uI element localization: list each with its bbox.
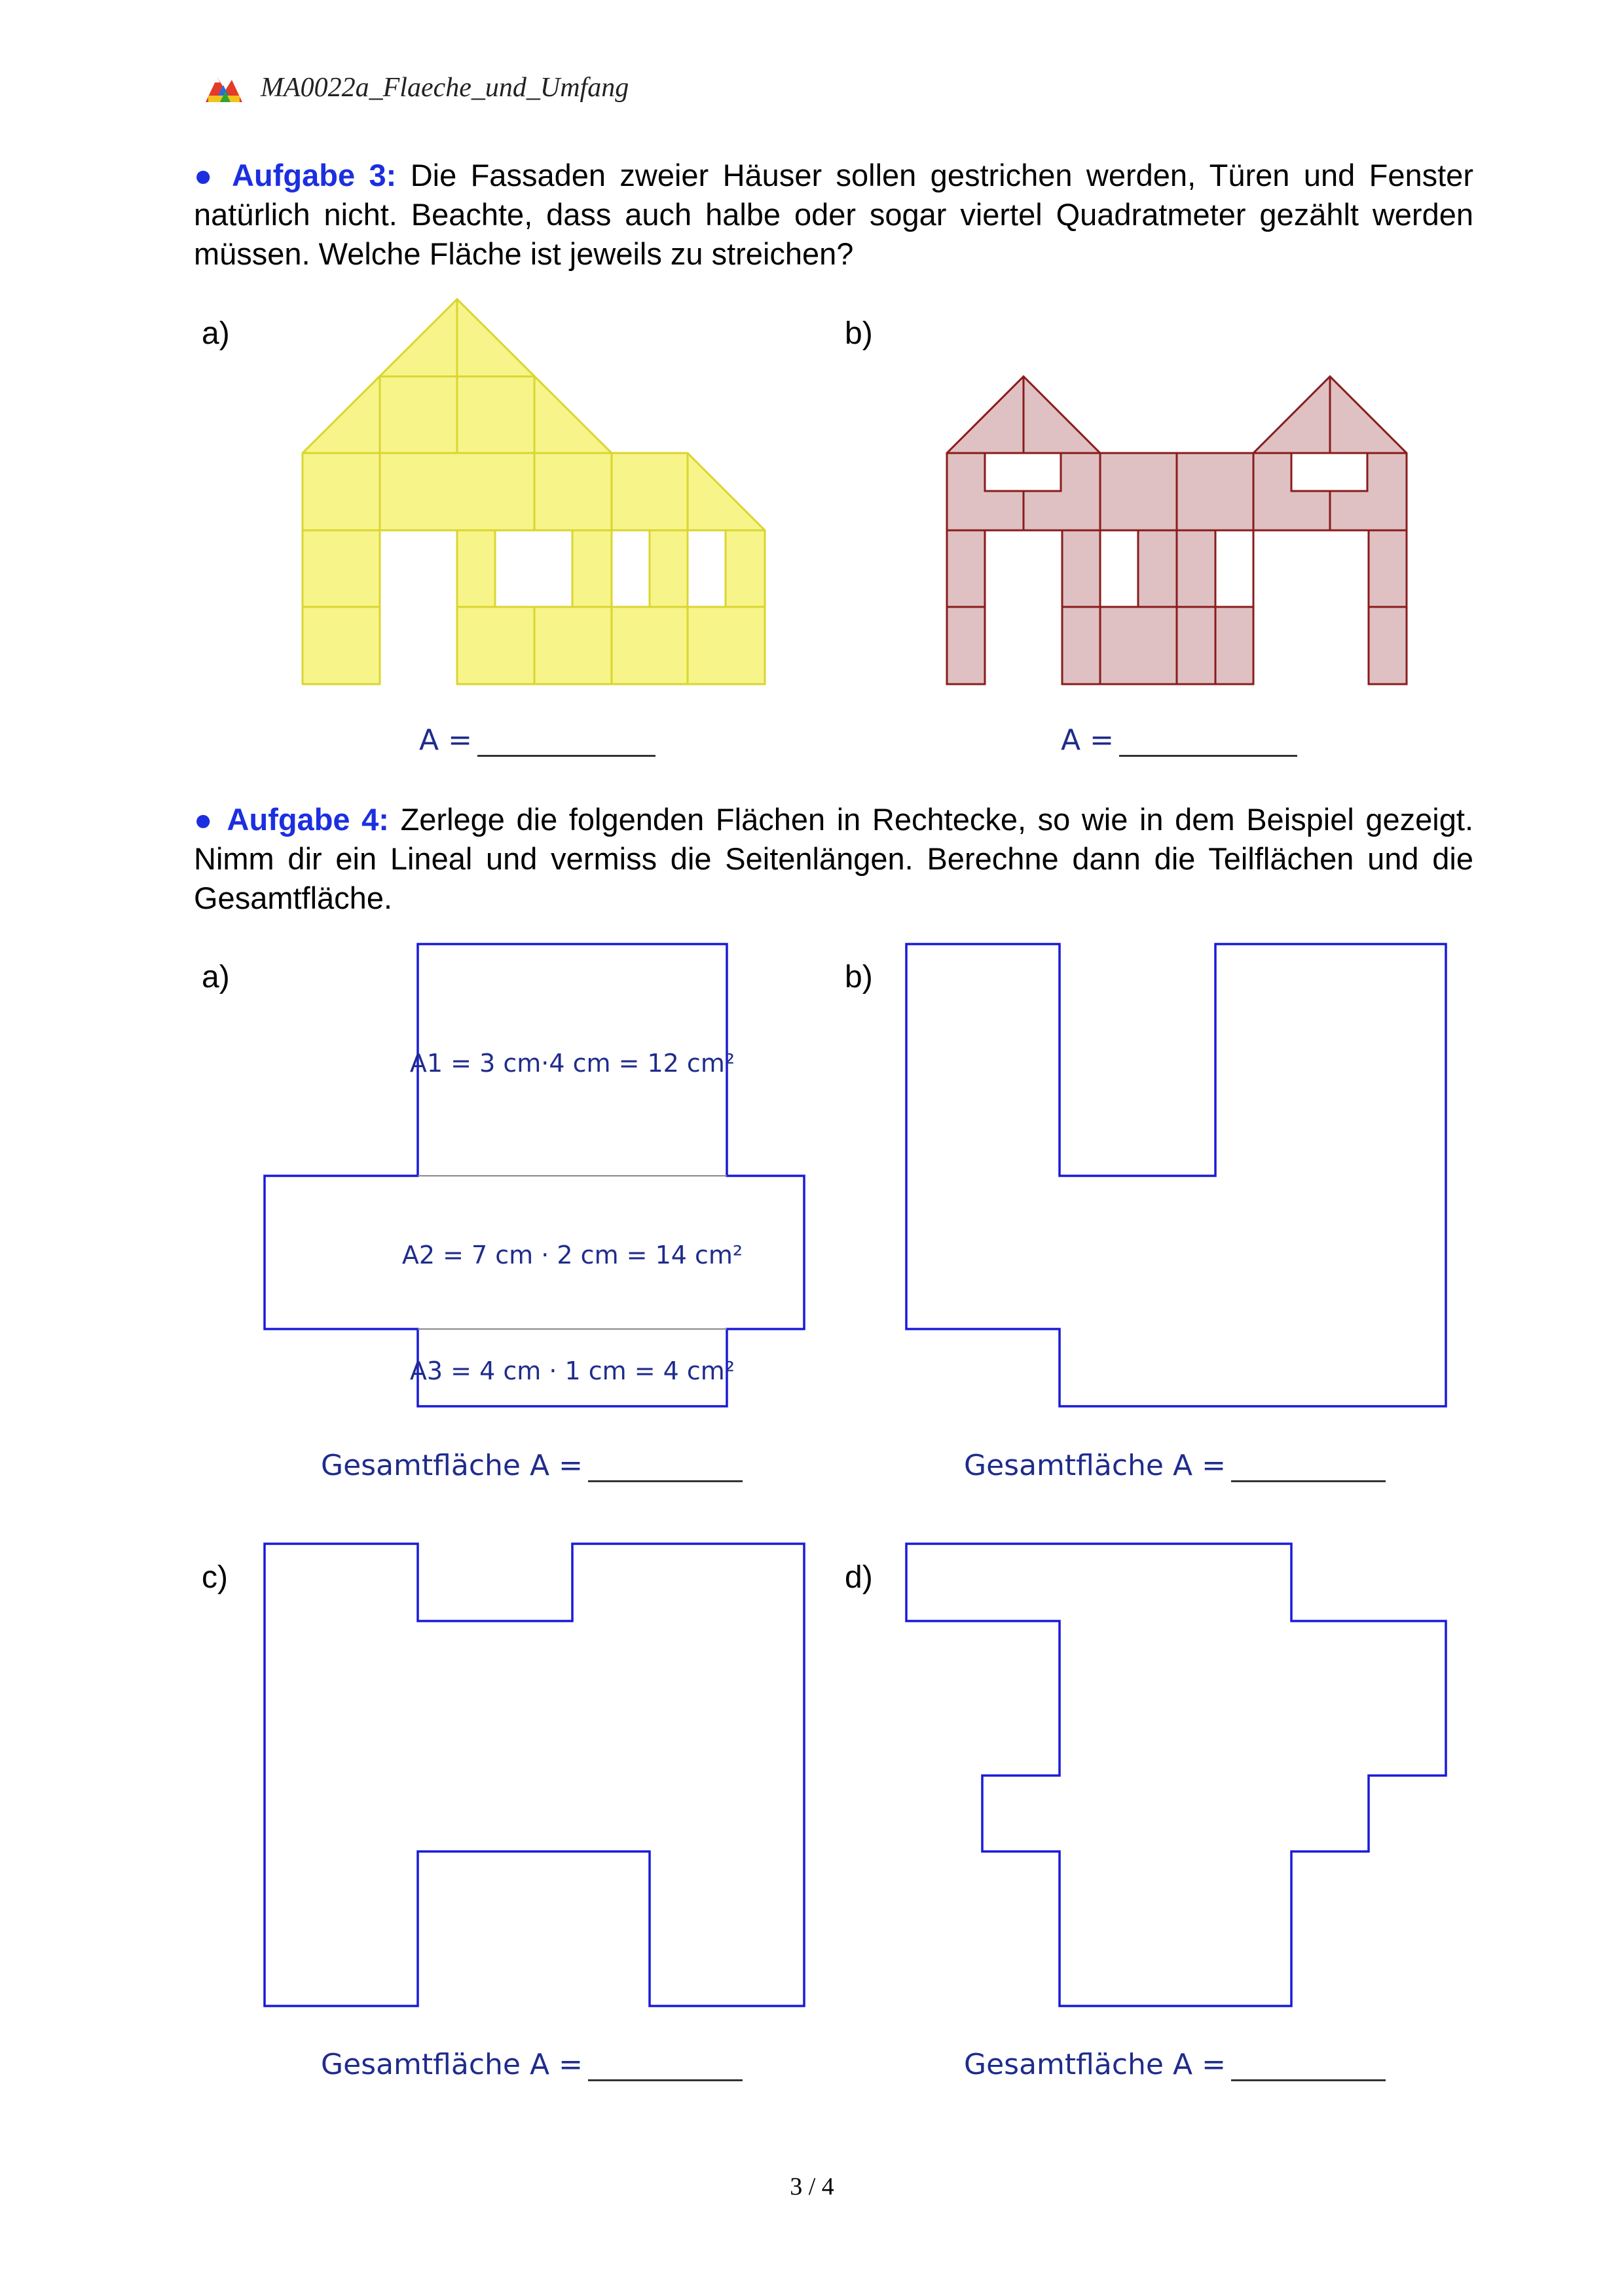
total-b-label: Gesamtfläche A = bbox=[964, 1449, 1226, 1482]
task3-answer-a-label: A = bbox=[419, 723, 472, 757]
total-c-label: Gesamtfläche A = bbox=[321, 2048, 583, 2081]
page-number: 3 / 4 bbox=[790, 2173, 834, 2200]
task4-text: Zerlege die folgenden Flächen in Rechtecke, so wie in dem Beispiel gezeigt. Nimm dir ein Lineal und vermiss die Seitenlängen. Berechne dann die Teilflächen und die Gesamtfläche. bbox=[194, 802, 1474, 915]
total-d-label: Gesamtfläche A = bbox=[964, 2048, 1226, 2081]
shape-c-outline bbox=[265, 1544, 804, 2006]
formula-a1: A1 = 3 cm·4 cm = 12 cm² bbox=[409, 1049, 735, 1078]
task4-heading: Aufgabe 4: bbox=[227, 802, 389, 837]
task4-label-c: c) bbox=[202, 1560, 228, 1595]
total-a-label: Gesamtfläche A = bbox=[321, 1449, 583, 1482]
total-b-line[interactable] bbox=[1231, 1454, 1386, 1482]
formula-a2: A2 = 7 cm · 2 cm = 14 cm² bbox=[401, 1241, 743, 1269]
task3-bullet: ● bbox=[194, 158, 218, 192]
shape-d-outline bbox=[906, 1544, 1446, 2006]
total-c-line[interactable] bbox=[588, 2053, 743, 2081]
total-d[interactable] bbox=[964, 2048, 1386, 2081]
task3-label-a: a) bbox=[202, 316, 230, 351]
task4-bullet: ● bbox=[194, 802, 215, 837]
total-d-line[interactable] bbox=[1231, 2053, 1386, 2081]
document-title: MA0022a_Flaeche_und_Umfang bbox=[261, 73, 629, 103]
total-b[interactable] bbox=[964, 1449, 1386, 1482]
total-c[interactable] bbox=[321, 2048, 743, 2081]
task4-label-d: d) bbox=[845, 1560, 873, 1595]
task4-label-a: a) bbox=[202, 960, 230, 994]
task3-text: Die Fassaden zweier Häuser sollen gestrichen werden, Türen und Fenster natürlich nicht. Beachte, dass auch halbe oder sogar viertel Quadratmeter gezählt werden müssen. Welche Fläche ist jeweils zu streichen? bbox=[194, 158, 1473, 271]
task4-label-b: b) bbox=[845, 960, 873, 994]
task3-heading: Aufgabe 3: bbox=[232, 158, 397, 192]
task3-label-b: b) bbox=[845, 316, 873, 351]
total-a-line[interactable] bbox=[588, 1454, 743, 1482]
total-a[interactable] bbox=[321, 1449, 743, 1482]
formula-a3: A3 = 4 cm · 1 cm = 4 cm² bbox=[409, 1357, 735, 1385]
task3-answer-b-label: A = bbox=[1061, 723, 1114, 757]
shape-b-outline bbox=[906, 944, 1446, 1406]
